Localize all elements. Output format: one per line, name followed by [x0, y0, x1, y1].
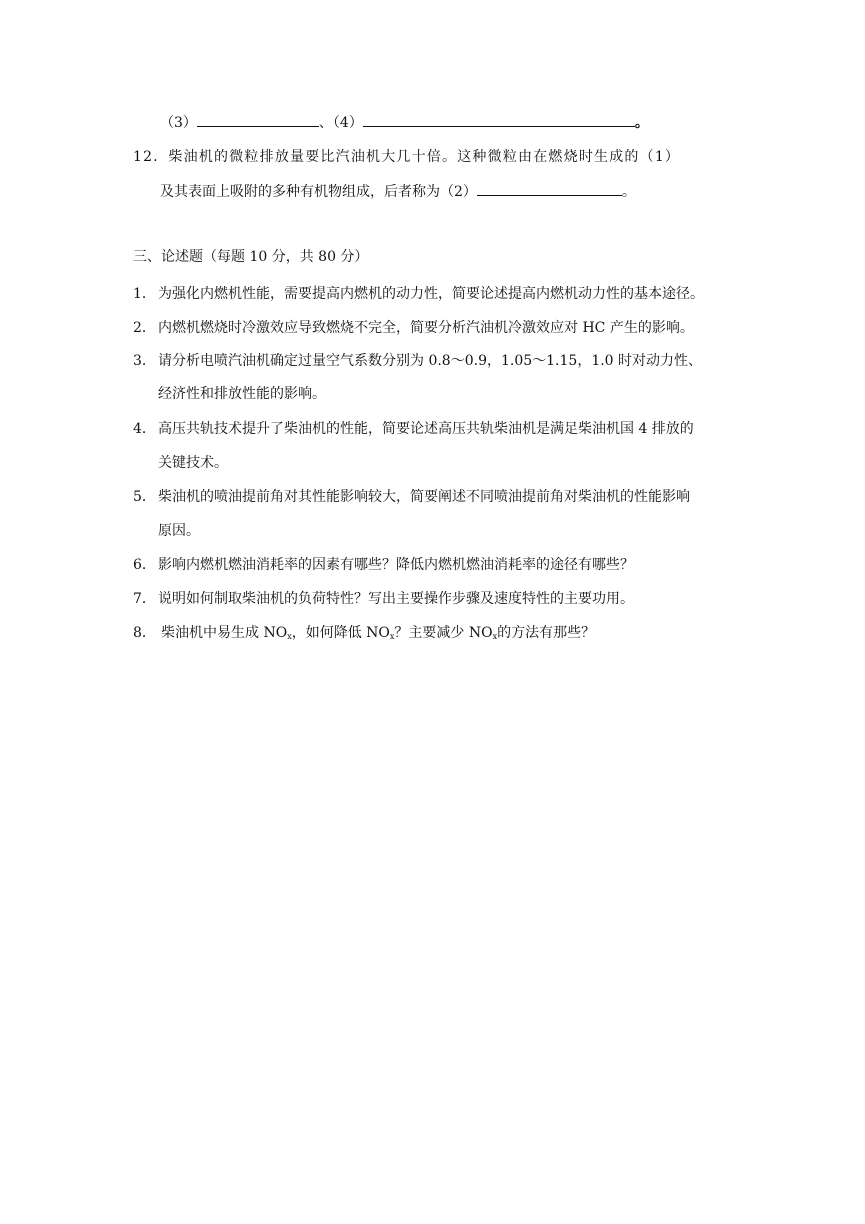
essay-item-5 [133, 487, 690, 507]
question-number: 12． [133, 149, 169, 165]
item-text: 为强化内燃机性能，需要提高内燃机的动力性，简要论述提高内燃机动力性的基本途径。 [158, 286, 704, 302]
blank-label-4: （4） [332, 115, 363, 131]
essay-item-6 [133, 555, 634, 575]
section-heading: 三、论述题（每题 10 分，共 80 分） [133, 249, 369, 265]
essay-item-2 [133, 318, 694, 338]
subscript-x: x [492, 632, 498, 641]
item-number: 4． [133, 421, 156, 437]
separator: 、 [318, 115, 333, 131]
item-number: 3． [133, 353, 156, 369]
sentence-end: 。 [621, 184, 636, 200]
essay-item-4-cont: 关键技术。 [158, 455, 228, 471]
item-number: 7． [133, 591, 156, 607]
blank-label-3: （3） [160, 115, 197, 131]
item-text-part2: ，如何降低 NO [291, 625, 390, 641]
answer-blank-3 [197, 112, 319, 127]
item-text: 影响内燃机燃油消耗率的因素有哪些？降低内燃机燃油消耗率的途径有哪些？ [158, 557, 634, 573]
sentence-end: 。 [634, 115, 649, 131]
answer-blank-2 [477, 181, 622, 196]
essay-item-5-cont: 原因。 [158, 523, 200, 539]
item-number: 8． [133, 625, 156, 641]
question-text: 及其表面上吸附的多种有机物组成，后者称为（2） [160, 184, 477, 200]
item-number: 5． [133, 489, 156, 505]
q12-line1 [133, 147, 680, 167]
item-text-part3: ？主要减少 NO [394, 625, 493, 641]
essay-item-3 [133, 351, 702, 371]
essay-item-7 [133, 589, 634, 609]
essay-item-1 [133, 284, 704, 304]
item-text-part1: 柴油机中易生成 NO [161, 625, 288, 641]
item-number: 2． [133, 320, 156, 336]
essay-item-8 [133, 623, 595, 647]
item-text: 内燃机燃烧时冷激效应导致燃烧不完全，简要分析汽油机冷激效应对 HC 产生的影响。 [158, 320, 694, 336]
subscript-x: x [287, 632, 292, 641]
essay-item-4 [133, 419, 694, 439]
item-text: 说明如何制取柴油机的负荷特性？写出主要操作步骤及速度特性的主要功用。 [158, 591, 634, 607]
item-text: 柴油机的喷油提前角对其性能影响较大，简要阐述不同喷油提前角对柴油机的性能影响 [158, 489, 690, 505]
subscript-x: x [389, 632, 395, 641]
answer-blank-4 [363, 112, 635, 127]
q12-line2 [160, 181, 636, 202]
item-text-part4: 的方法有那些？ [497, 625, 596, 641]
q11-blanks-line [160, 112, 649, 133]
question-text: 柴油机的微粒排放量要比汽油机大几十倍。这种微粒由在燃烧时生成的（1） [168, 149, 681, 165]
item-number: 6． [133, 557, 156, 573]
essay-item-3-cont: 经济性和排放性能的影响。 [158, 386, 326, 402]
item-text: 高压共轨技术提升了柴油机的性能，简要论述高压共轨柴油机是满足柴油机国 4 排放的 [158, 421, 694, 437]
item-number: 1． [133, 286, 156, 302]
item-text: 请分析电喷汽油机确定过量空气系数分别为 0.8～0.9，1.05～1.15，1.0 时对动力性、 [158, 353, 703, 369]
